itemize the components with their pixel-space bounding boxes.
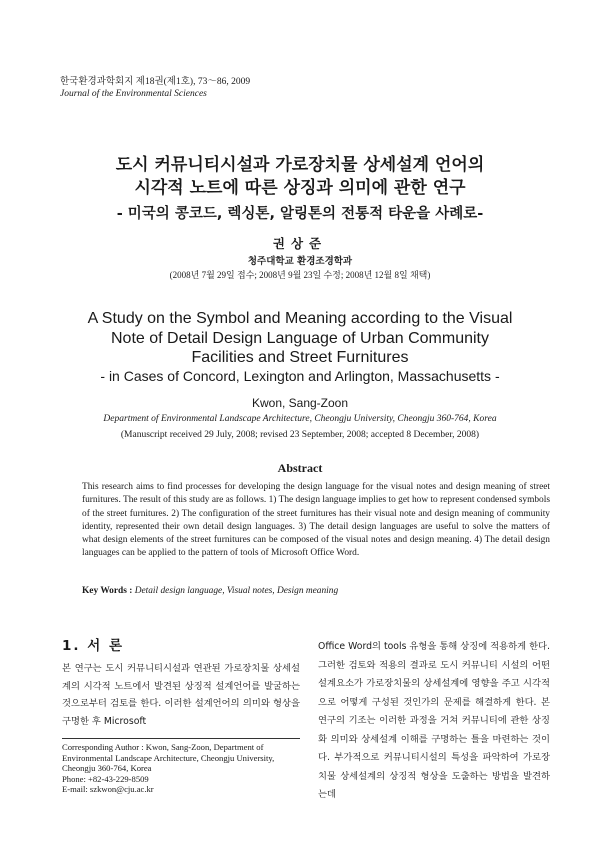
- footnote-line-2: Environmental Landscape Architecture, Cheongju University,: [62, 752, 275, 763]
- footnote-divider: [62, 738, 300, 739]
- korean-author: 권상준: [272, 236, 328, 251]
- section-heading: 1. 서 론: [62, 638, 125, 654]
- footnote-line-5: E-mail: szkwon@cju.ac.kr: [62, 784, 154, 795]
- journal-citation: 한국환경과학회지 제18권(제1호), 73～86, 2009: [60, 77, 251, 87]
- keywords-value: Detail design language, Visual notes, Design meaning: [134, 586, 339, 596]
- abstract-body: This research aims to find processes for developing the design language for the visual notes and design meaning of street furnitures. The result of this study are as follows. 1) The design language implies to get how to represent condensed symbols of the street furnitures. 2) The configuration of the street furnitures has their visual note and design meaning of community identity, represented their own detail design languages. 3) The detail design languages are useful to solve the matters of what design elements of the street furnitures can be composed of the visual notes and design meaning. 4) The detail design languages can be applied to the pattern of tools of Microsoft Office Word.: [82, 482, 550, 559]
- english-title-line-3: Facilities and Street Furnitures: [191, 349, 409, 366]
- english-subtitle: - in Cases of Concord, Lexington and Arlington, Massachusetts -: [100, 368, 500, 384]
- keywords-label: Key Words :: [82, 586, 135, 596]
- english-title-line-1: A Study on the Symbol and Meaning according to the Visual: [87, 310, 513, 327]
- journal-name: Journal of the Environmental Sciences: [60, 89, 207, 99]
- footnote: [62, 742, 300, 795]
- footnote-line-3: Cheongju 360-764, Korea: [62, 763, 152, 774]
- korean-title-line-1: 도시 커뮤니티시설과 가로장치물 상세설계 언어의: [115, 155, 485, 175]
- english-affiliation: Department of Environmental Landscape Architecture, Cheongju University, Cheongju 360-764, Korea: [103, 414, 497, 424]
- keywords: [82, 586, 338, 596]
- korean-dates: (2008년 7월 29일 접수; 2008년 9월 23일 수정; 2008년 12월 8일 채택): [169, 270, 431, 280]
- left-column-text: 본 연구는 도시 커뮤니티시설과 연관된 가로장치물 상세설계의 시각적 노트에서 발견된 상징적 설계언어를 발굴하는 것으로부터 검토를 한다. 이러한 설계언어의 의미와 형상을 구명한 후 Microsoft: [62, 663, 300, 727]
- journal-header: [60, 76, 250, 100]
- footnote-line-4: Phone: +82-43-229-8509: [62, 773, 149, 784]
- right-column-text: Office Word의 tools 유형을 통해 상징에 적용하게 한다. 그러한 검토와 적용의 결과로 도시 커뮤니티 시설의 어떤 설계요소가 가로장치물의 상세설계에 영향을 주고 시각적으로 어떻게 구성된 것인가의 문제를 해결하게 한다. 본 연구의 기조는 이러한 과정을 거쳐 커뮤니티에 관한 상징화 의미와 상세설계 이해를 구명하는 틀을 마련하는 것이다. 부가적으로 커뮤니티시설의 특성을 파악하여 가로장치물 상세설계의 상징적 형상을 도출하는 방법을 발견하는데: [318, 641, 550, 800]
- footnote-line-1: Corresponding Author : Kwon, Sang-Zoon, Department of: [62, 742, 264, 752]
- abstract-heading: Abstract: [277, 461, 323, 475]
- english-title: [0, 309, 600, 368]
- korean-affiliation: 청주대학교 환경조경학과: [247, 256, 353, 267]
- korean-subtitle: - 미국의 콩코드, 렉싱톤, 알링톤의 전통적 타운을 사례로-: [116, 206, 484, 222]
- english-dates: (Manuscript received 29 July, 2008; revised 23 September, 2008; accepted 8 December, 2008): [120, 430, 480, 440]
- english-author: Kwon, Sang-Zoon: [251, 396, 349, 410]
- korean-title: [0, 154, 600, 200]
- english-title-line-2: Note of Detail Design Language of Urban Community: [111, 329, 489, 347]
- korean-title-line-2: 시각적 노트에 따른 상징과 의미에 관한 연구: [134, 178, 466, 198]
